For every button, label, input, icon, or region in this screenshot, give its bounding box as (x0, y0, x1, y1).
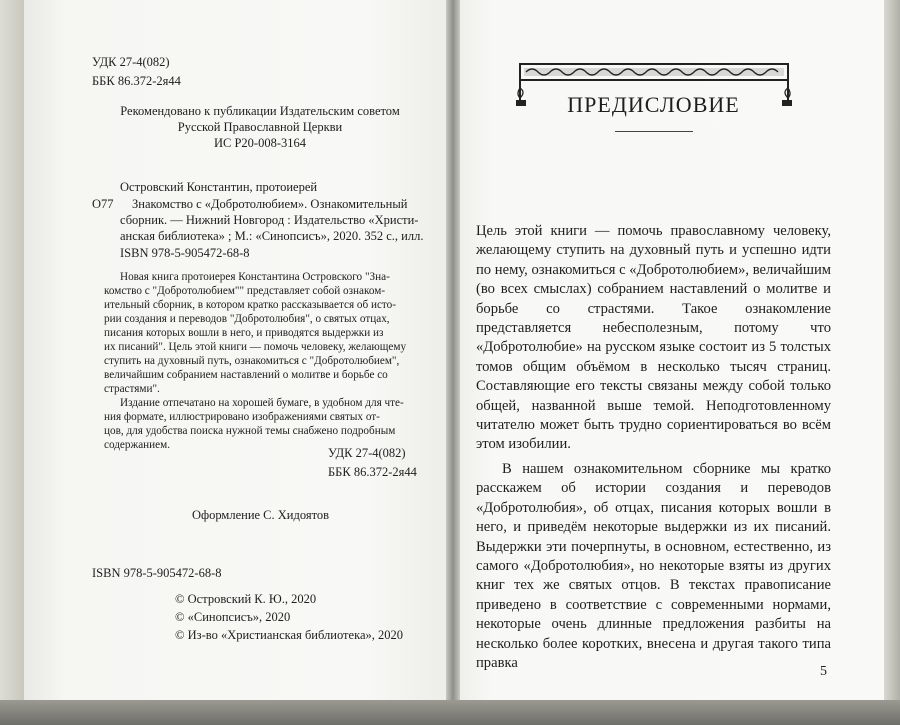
annotation-line-4: рии создания и переводов "Добротолюбия", о святых отцах, (104, 313, 390, 325)
page-edge (884, 0, 900, 712)
recommendation-line-1: Рекомендовано к публикации Издательским советом (120, 104, 400, 118)
annotation-line-6: их писаний". Цель этой книги — помочь человеку, желающему (104, 341, 407, 353)
table-surface (0, 700, 900, 725)
author-name: Островский Константин, протоиерей (120, 180, 318, 194)
annotation2-line-4: содержанием. (104, 439, 170, 451)
recommendation-line-2: Русской Православной Церкви (177, 120, 343, 134)
annotation-line-7: ступить на духовный путь, ознакомиться с "Добротолюбием", (104, 355, 400, 367)
book-gutter (446, 0, 460, 712)
chapter-title: ПРЕДИСЛОВИЕ (567, 92, 740, 117)
preface-paragraph-1: Цель этой книги — помочь православному человеку, желающему ступить на духовный путь и успешно идти по нему, ознакомиться с «Добротолюбием», величайшим (во всех смыслах) собранием наставлений о молитве и борьбе со страстями. Такое ознакомление представляется небесполезным, потому что «Добротолюбие» на русском языке состоит из 5 толстых томов общим объёмом в несколько тысяч страниц. Составляющие его тексты связаны между собой только общей, названной выше темой. Неподготовленному читателю может быть трудно сориентироваться во всём этом изобилии. (476, 223, 831, 453)
isbn-bottom: ISBN 978-5-905472-68-8 (92, 566, 222, 580)
biblio-line-3: анская библиотека» ; М.: «Синопсисъ», 2020. 352 с., илл. (120, 229, 424, 243)
annotation-line-1: Новая книга протоиерея Константина Островского "Зна- (120, 271, 390, 283)
udk-code-bottom: УДК 27-4(082) (328, 446, 406, 460)
bbk-code-bottom: ББК 86.372-2я44 (328, 465, 417, 479)
annotation2-line-3: цов, для удобства поиска нужной темы снабжено подробным (104, 425, 396, 437)
cover-edge (0, 0, 24, 725)
annotation2-line-2: ния формате, иллюстрировано изображениями святых от- (104, 411, 380, 423)
shelf-code: О77 (92, 197, 114, 211)
annotation-line-8: величайшим собранием наставлений о молитве и борьбе со (104, 369, 388, 381)
title-underline (615, 131, 693, 132)
annotation-line-5: писания которых вошли в него, и приводятся выдержки из (104, 327, 384, 339)
udk-code-top: УДК 27-4(082) (92, 55, 170, 69)
biblio-line-2: сборник. — Нижний Новгород : Издательство «Христи- (120, 213, 419, 227)
preface-body (476, 222, 831, 673)
biblio-line-1: Знакомство с «Добротолюбием». Ознакомительный (132, 197, 408, 211)
design-credit: Оформление С. Хидоятов (192, 508, 330, 522)
bbk-code-top: ББК 86.372-2я44 (92, 74, 181, 88)
copyright-line-2: © «Синопсисъ», 2020 (175, 610, 291, 624)
annotation-line-2: комство с "Добротолюбием"" представляет собой ознаком- (104, 285, 386, 297)
isbn-top: ISBN 978-5-905472-68-8 (120, 246, 250, 260)
copyright-line-3: © Из-во «Христианская библиотека», 2020 (175, 628, 404, 642)
annotation2-line-1: Издание отпечатано на хорошей бумаге, в удобном для чте- (120, 397, 404, 409)
preface-paragraph-2: В нашем ознакомительном сборнике мы кратко расскажем об истории создания и переводов «Добротолюбия», об отцах, писания которых вошли в него, и приведём некоторые выдержки из их писаний. Выдержки эти почерпнуты, в основном, естественно, из самого «Добротолюбия», но некоторые взяты из других книг тех же святых отцов. В текстах правописание приведено в соответствие с современными нормами, некоторые очень длинные предложения разбиты на несколько более коротких, внесена и другая такого типа правка (476, 460, 831, 671)
page-number: 5 (820, 664, 827, 679)
annotation-line-3: ительный сборник, в котором кратко рассказывается об исто- (104, 299, 396, 311)
copyright-line-1: © Островский К. Ю., 2020 (175, 592, 317, 606)
annotation-line-9: страстями". (104, 383, 160, 395)
recommendation-line-3: ИС Р20-008-3164 (213, 136, 307, 150)
